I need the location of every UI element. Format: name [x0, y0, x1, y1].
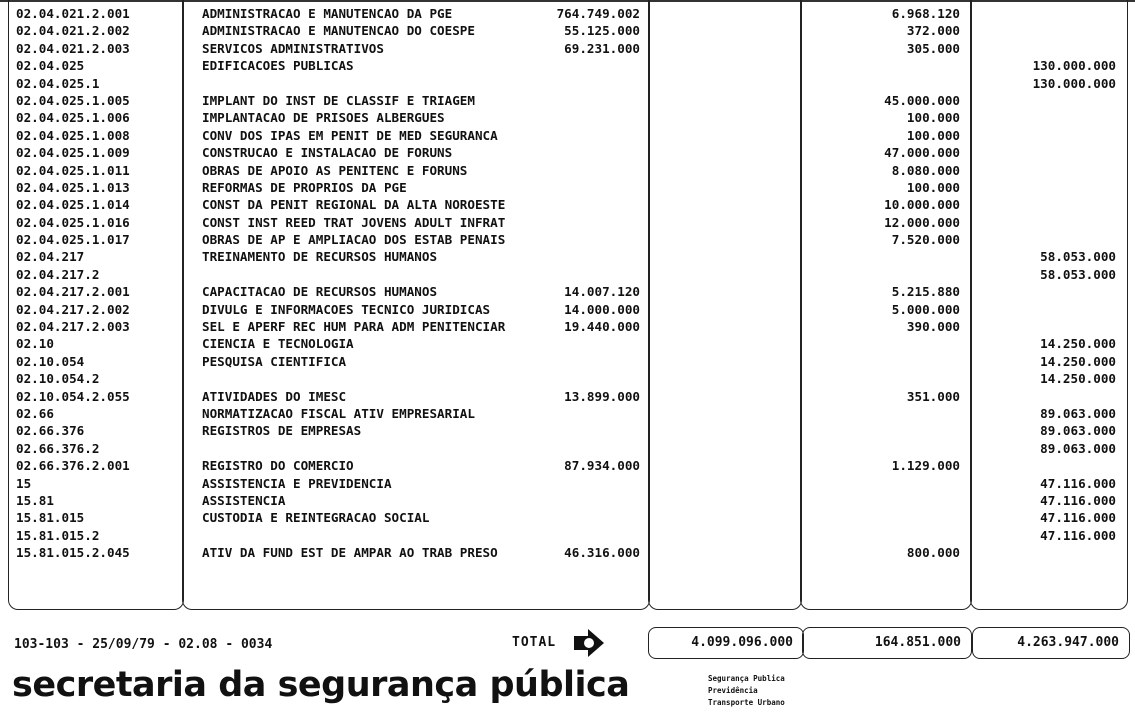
row-description: ATIV DA FUND EST DE AMPAR AO TRAB PRESO	[202, 545, 498, 561]
row-code: 02.10.054	[16, 353, 85, 369]
row-code: 02.10	[16, 336, 54, 352]
row-amount-2: 100.000	[906, 110, 960, 126]
table-row	[0, 57, 1135, 74]
row-code: 15.81	[16, 492, 54, 508]
table-row	[0, 283, 1135, 300]
row-amount-1: 13.899.000	[564, 388, 640, 404]
row-description: OBRAS DE AP E AMPLIACAO DOS ESTAB PENAIS	[202, 232, 506, 248]
row-amount-1: 46.316.000	[564, 545, 640, 561]
row-amount-2: 5.000.000	[891, 301, 960, 317]
row-amount-2: 7.520.000	[891, 232, 960, 248]
row-amount-1: 87.934.000	[564, 458, 640, 474]
total-label: TOTAL	[512, 635, 557, 650]
row-amount-1: 69.231.000	[564, 40, 640, 56]
table-row	[0, 40, 1135, 57]
row-amount-2: 8.080.000	[891, 162, 960, 178]
row-amount-3: 130.000.000	[1032, 75, 1116, 91]
row-code: 02.04.217.2.001	[16, 284, 130, 300]
row-code: 02.04.025.1.017	[16, 232, 130, 248]
row-description: CUSTODIA E REINTEGRACAO SOCIAL	[202, 510, 430, 526]
row-description: ADMINISTRACAO E MANUTENCAO DA PGE	[202, 6, 453, 21]
row-code: 02.04.025.1.009	[16, 145, 130, 161]
row-code: 02.04.025.1.014	[16, 197, 130, 213]
row-code: 02.04.021.2.001	[16, 6, 130, 21]
row-description: NORMATIZACAO FISCAL ATIV EMPRESARIAL	[202, 405, 475, 421]
row-amount-1: 55.125.000	[564, 23, 640, 39]
row-amount-3: 89.063.000	[1040, 405, 1116, 421]
row-description: REGISTRO DO COMERCIO	[202, 458, 354, 474]
row-code: 02.04.025.1.005	[16, 92, 130, 108]
table-row	[0, 544, 1135, 561]
row-description: TREINAMENTO DE RECURSOS HUMANOS	[202, 249, 438, 265]
index-item: Segurança Publica	[708, 674, 785, 683]
row-description: IMPLANTACAO DE PRISOES ALBERGUES	[202, 110, 445, 126]
row-code: 02.66	[16, 405, 54, 421]
section-title: secretaria da segurança pública	[12, 665, 630, 705]
table-row	[0, 440, 1135, 457]
row-amount-2: 390.000	[906, 319, 960, 335]
row-code: 02.04.025.1	[16, 75, 100, 91]
row-description: IMPLANT DO INST DE CLASSIF E TRIAGEM	[202, 92, 475, 108]
row-amount-1: 14.007.120	[564, 284, 640, 300]
row-code: 02.66.376.2.001	[16, 458, 130, 474]
row-code: 02.04.217.2.002	[16, 301, 130, 317]
row-amount-2: 10.000.000	[884, 197, 960, 213]
row-code: 02.04.025.1.008	[16, 127, 130, 143]
row-description: SERVICOS ADMINISTRATIVOS	[202, 40, 384, 56]
row-amount-2: 47.000.000	[884, 145, 960, 161]
row-description: ADMINISTRACAO E MANUTENCAO DO COESPE	[202, 23, 475, 39]
row-code: 15.81.015.2	[16, 527, 100, 543]
index-item: Previdência	[708, 686, 758, 695]
row-amount-2: 6.968.120	[891, 6, 960, 21]
row-amount-2: 12.000.000	[884, 214, 960, 230]
row-code: 02.04.025.1.013	[16, 179, 130, 195]
row-description: CIENCIA E TECNOLOGIA	[202, 336, 354, 352]
table-row	[0, 75, 1135, 92]
table-row	[0, 422, 1135, 439]
row-code: 02.04.021.2.003	[16, 40, 130, 56]
table-row	[0, 109, 1135, 126]
row-description: EDIFICACOES PUBLICAS	[202, 58, 354, 74]
row-code: 15.81.015	[16, 510, 85, 526]
row-amount-3: 89.063.000	[1040, 440, 1116, 456]
row-description: REGISTROS DE EMPRESAS	[202, 423, 362, 439]
table-row	[0, 335, 1135, 352]
table-row	[0, 248, 1135, 265]
row-amount-3: 47.116.000	[1040, 510, 1116, 526]
row-amount-2: 372.000	[906, 23, 960, 39]
row-amount-1: 19.440.000	[564, 319, 640, 335]
row-description: CONST INST REED TRAT JOVENS ADULT INFRAT	[202, 214, 506, 230]
table-row	[0, 353, 1135, 370]
table-row	[0, 92, 1135, 109]
row-description: ATIVIDADES DO IMESC	[202, 388, 347, 404]
table-row	[0, 405, 1135, 422]
total-column-2: 164.851.000	[802, 627, 972, 659]
total-column-1: 4.099.096.000	[648, 627, 804, 659]
table-row	[0, 179, 1135, 196]
row-description: PESQUISA CIENTIFICA	[202, 353, 347, 369]
row-description: OBRAS DE APOIO AS PENITENC E FORUNS	[202, 162, 468, 178]
row-amount-3: 14.250.000	[1040, 371, 1116, 387]
table-row	[0, 127, 1135, 144]
table-row	[0, 457, 1135, 474]
row-description: REFORMAS DE PROPRIOS DA PGE	[202, 179, 407, 195]
row-amount-3: 47.116.000	[1040, 492, 1116, 508]
row-description: ASSISTENCIA E PREVIDENCIA	[202, 475, 392, 491]
table-row	[0, 144, 1135, 161]
row-amount-3: 14.250.000	[1040, 336, 1116, 352]
row-description: CAPACITACAO DE RECURSOS HUMANOS	[202, 284, 438, 300]
table-row	[0, 22, 1135, 39]
row-description: CONST DA PENIT REGIONAL DA ALTA NOROESTE	[202, 197, 506, 213]
row-amount-2: 100.000	[906, 127, 960, 143]
table-row	[0, 301, 1135, 318]
row-description: CONSTRUCAO E INSTALACAO DE FORUNS	[202, 145, 453, 161]
row-amount-2: 5.215.880	[891, 284, 960, 300]
row-amount-2: 351.000	[906, 388, 960, 404]
table-row	[0, 5, 1135, 22]
table-row	[0, 388, 1135, 405]
total-column-3: 4.263.947.000	[972, 627, 1130, 659]
table-row	[0, 231, 1135, 248]
budget-table	[0, 5, 1135, 562]
row-description: ASSISTENCIA	[202, 492, 286, 508]
row-amount-2: 305.000	[906, 40, 960, 56]
row-code: 02.04.217.2.003	[16, 319, 130, 335]
row-code: 02.10.054.2.055	[16, 388, 130, 404]
row-code: 02.04.025	[16, 58, 85, 74]
row-description: SEL E APERF REC HUM PARA ADM PENITENCIAR	[202, 319, 506, 335]
table-row	[0, 527, 1135, 544]
row-code: 02.10.054.2	[16, 371, 100, 387]
document-id: 103-103 - 25/09/79 - 02.08 - 0034	[14, 637, 273, 652]
index-item: Transporte Urbano	[708, 698, 785, 707]
row-amount-3: 14.250.000	[1040, 353, 1116, 369]
row-code: 15.81.015.2.045	[16, 545, 130, 561]
row-code: 02.04.021.2.002	[16, 23, 130, 39]
table-row	[0, 509, 1135, 526]
row-code: 02.04.025.1.016	[16, 214, 130, 230]
table-row	[0, 492, 1135, 509]
row-amount-2: 45.000.000	[884, 92, 960, 108]
row-code: 15	[16, 475, 32, 491]
row-amount-1: 764.749.002	[556, 6, 640, 21]
table-row	[0, 318, 1135, 335]
row-amount-3: 47.116.000	[1040, 527, 1116, 543]
row-amount-3: 47.116.000	[1040, 475, 1116, 491]
row-amount-2: 800.000	[906, 545, 960, 561]
row-amount-1: 14.000.000	[564, 301, 640, 317]
table-row	[0, 214, 1135, 231]
row-amount-3: 58.053.000	[1040, 249, 1116, 265]
table-row	[0, 196, 1135, 213]
table-row	[0, 266, 1135, 283]
row-code: 02.66.376.2	[16, 440, 100, 456]
row-amount-3: 58.053.000	[1040, 266, 1116, 282]
arrow-right-icon	[572, 628, 606, 658]
row-amount-3: 89.063.000	[1040, 423, 1116, 439]
row-description: CONV DOS IPAS EM PENIT DE MED SEGURANCA	[202, 127, 498, 143]
row-code: 02.04.217	[16, 249, 85, 265]
row-amount-3: 130.000.000	[1032, 58, 1116, 74]
row-code: 02.04.025.1.006	[16, 110, 130, 126]
table-row	[0, 370, 1135, 387]
row-description: DIVULG E INFORMACOES TECNICO JURIDICAS	[202, 301, 491, 317]
row-code: 02.66.376	[16, 423, 85, 439]
table-row	[0, 475, 1135, 492]
row-code: 02.04.025.1.011	[16, 162, 130, 178]
table-row	[0, 162, 1135, 179]
row-code: 02.04.217.2	[16, 266, 100, 282]
row-amount-2: 1.129.000	[891, 458, 960, 474]
row-amount-2: 100.000	[906, 179, 960, 195]
